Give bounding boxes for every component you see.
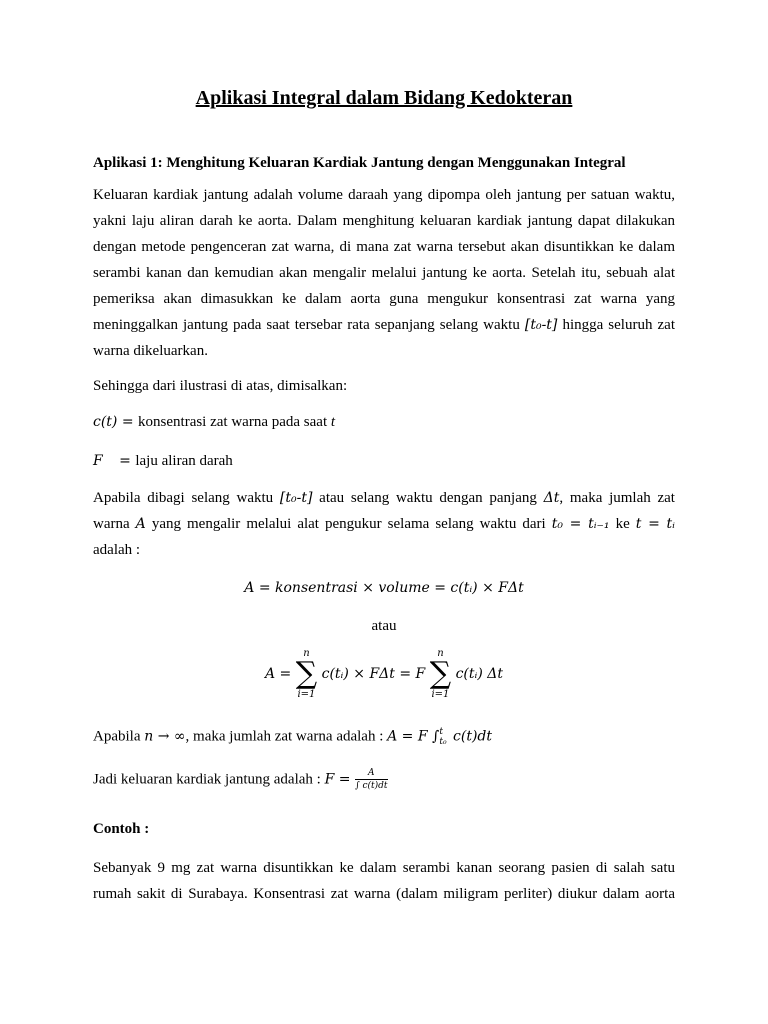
fraction-denominator: ∫ c(t)dt: [354, 781, 388, 791]
limit-math-1: n → ∞: [144, 728, 186, 745]
definition-c: [93, 414, 335, 431]
c-var: t: [330, 414, 336, 430]
integral-lower: t₀: [439, 737, 447, 747]
limit-math-3: c(t)dt: [448, 728, 492, 745]
para2-text-3: , maka jumlah zat: [559, 490, 675, 506]
para2-line3: adalah :: [93, 542, 141, 558]
atau-text: atau: [371, 618, 397, 634]
para2-text-1: Apabila dibagi selang waktu: [93, 490, 280, 506]
c-definition-text: konsentrasi zat warna pada saat: [138, 414, 331, 430]
paragraph-text: Keluaran kardiak jantung adalah volume daraah yang dipompa oleh jantung per satuan waktu, yakni laju aliran darah ke aorta. Dalam menghitung keluaran kardiak jantung dapat dilakukan dengan metode pengenceran zat warna, di mana zat warna tersebut akan disuntikkan ke dalam serambi kanan dan kemudian akan mengalir melalui jantung ke aorta. Setelah itu, sebuah alat pemeriksa akan dimasukkan ke dalam aorta guna mengukur konsentrasi zat warna yang meninggalkan jantung pada saat tersebar rata sepanjang selang waktu: [93, 187, 675, 333]
para2-text-2: atau selang waktu dengan panjang: [312, 490, 544, 506]
sigma-1-top: n: [303, 648, 310, 659]
fraction-numerator: A: [355, 768, 388, 780]
sigma-2-bottom: i=1: [431, 689, 450, 700]
example-line-2: rumah sakit di Surabaya. Konsentrasi zat warna (dalam miligram perliter) diukur dalam aorta: [93, 886, 675, 902]
f-symbol: F: [93, 453, 103, 469]
definition-f: [93, 453, 233, 470]
c-equals: =: [117, 414, 139, 430]
f-equals: =: [114, 453, 136, 469]
para2-math-1: [t₀-t]: [279, 490, 313, 506]
result-fraction: [355, 768, 388, 792]
page-title: Aplikasi Integral dalam Bidang Kedokteran: [195, 87, 573, 109]
interval-math: [t₀-t]: [524, 317, 558, 333]
para2-line2: [93, 516, 675, 533]
c-symbol: c(t): [93, 414, 118, 430]
para2-math-4: t₀ = tᵢ₋₁: [551, 516, 610, 532]
example-line-1: Sebanyak 9 mg zat warna disuntikkan ke dalam serambi kanan seorang pasien di salah satu: [93, 860, 675, 876]
eq2-term-2: c(tᵢ) Δt: [455, 666, 503, 682]
sigma-2-symbol: ∑: [429, 656, 452, 691]
equation-2: [0, 648, 768, 700]
eq2-term-1: c(tᵢ) × FΔt = F: [321, 666, 426, 682]
section-heading: Aplikasi 1: Menghitung Keluaran Kardiak Jantung dengan Menggunakan Integral: [93, 155, 626, 171]
para2-math-3: A: [135, 516, 146, 532]
result-math-1: F =: [324, 771, 355, 788]
limit-math-2: A = F ∫: [387, 728, 440, 745]
result-text: Jadi keluaran kardiak jantung adalah :: [93, 771, 325, 788]
para2-math-5: t = tᵢ: [635, 516, 675, 532]
integral-upper: t: [439, 727, 443, 737]
eq2-lhs: A =: [265, 666, 296, 682]
f-definition-text: laju aliran darah: [135, 453, 233, 469]
para2-text-4: warna: [93, 516, 136, 532]
sigma-2-top: n: [437, 648, 444, 659]
integral-limits: [439, 727, 446, 747]
para2-math-2: Δt: [543, 490, 560, 506]
para2-text-5: yang mengalir melalui alat pengukur selama selang waktu dari: [145, 516, 552, 532]
contoh-heading: Contoh :: [93, 821, 150, 837]
limit-text-2: , maka jumlah zat warna adalah :: [185, 728, 388, 745]
sigma-1-symbol: ∑: [295, 656, 318, 691]
sigma-2: [430, 648, 451, 700]
para2-text-6: ke: [609, 516, 636, 532]
para2-line1: [93, 490, 675, 507]
equation-1: A = konsentrasi × volume = c(tᵢ) × FΔt: [244, 580, 524, 596]
intro-line: Sehingga dari ilustrasi di atas, dimisalkan:: [93, 378, 348, 394]
intro-paragraph: [93, 182, 675, 364]
sigma-1: [296, 648, 317, 700]
sigma-1-bottom: i=1: [297, 689, 316, 700]
limit-text: Apabila: [93, 728, 145, 745]
limit-line: [93, 727, 492, 747]
paragraph-text-end: hingga seluruh zat warna dikeluarkan.: [93, 317, 675, 359]
result-line: [93, 768, 388, 792]
